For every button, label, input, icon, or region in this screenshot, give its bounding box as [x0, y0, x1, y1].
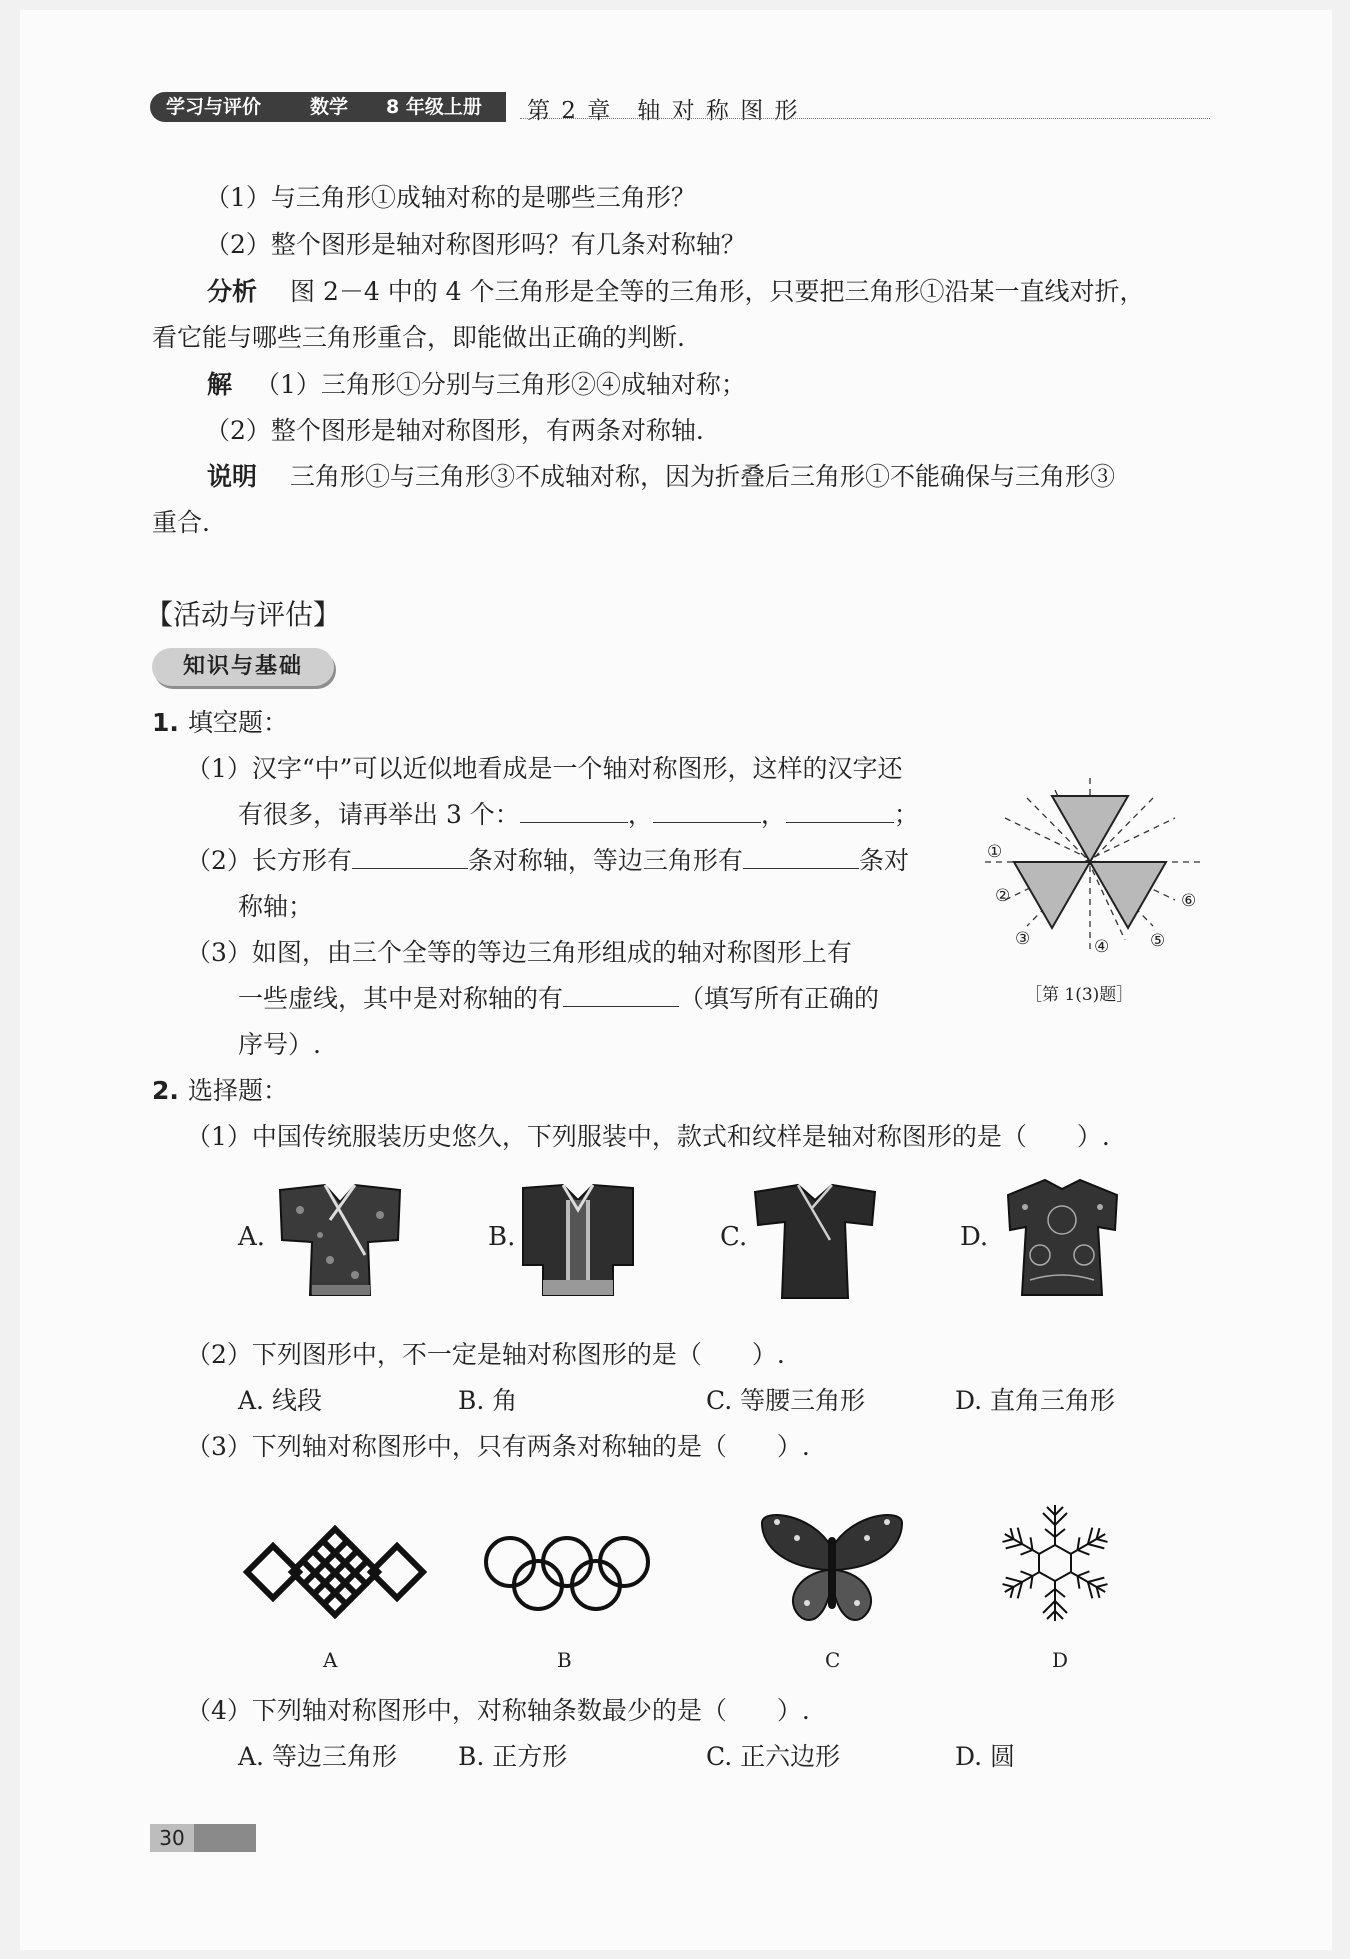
header-bar — [150, 92, 506, 122]
figure-label: ③ — [1015, 929, 1031, 949]
option-label-b[interactable]: B. — [488, 1222, 516, 1252]
answer-blank[interactable] — [352, 846, 468, 869]
chinese-knot-image[interactable] — [243, 1525, 428, 1620]
header-chapter: 第 2 章 轴 对 称 图 形 — [527, 98, 800, 124]
option-label-d[interactable]: D. — [960, 1222, 989, 1252]
example-q1: （1）与三角形①成轴对称的是哪些三角形？ — [205, 183, 696, 212]
q2-p2: （2）下列图形中，不一定是轴对称图形的是（ ）. — [186, 1340, 785, 1369]
solution-2: （2）整个图形是轴对称图形，有两条对称轴. — [205, 416, 704, 445]
header-grade: 8 年级上册 — [386, 96, 482, 118]
answer-blank[interactable] — [563, 984, 679, 1007]
q2-p4-option-a[interactable]: A. 等边三角形 — [238, 1742, 397, 1771]
triangle-top — [1052, 796, 1128, 862]
robe-a-image[interactable] — [270, 1180, 410, 1300]
q1-p1-line2 — [238, 800, 919, 830]
q2-number: 2. — [152, 1076, 179, 1105]
answer-blank[interactable] — [520, 800, 628, 823]
robe-c-image[interactable] — [750, 1180, 880, 1300]
q2-p3: （3）下列轴对称图形中，只有两条对称轴的是（ ）. — [186, 1432, 810, 1461]
q1-p2-mid: 条对称轴，等边三角形有 — [467, 846, 743, 875]
q2-p2-option-a[interactable]: A. 线段 — [238, 1386, 322, 1415]
q2-p3-option-b[interactable]: B — [557, 1648, 572, 1672]
page-number-bar — [150, 1824, 256, 1852]
header-subject: 数学 — [310, 96, 349, 118]
q2-p4-option-b[interactable]: B. 正方形 — [458, 1742, 568, 1771]
q1-title: 填空题： — [188, 708, 289, 737]
option-label-c[interactable]: C. — [720, 1222, 748, 1252]
olympic-rings-image[interactable] — [480, 1530, 655, 1615]
q1-p1-prefix: 有很多，请再举出 3 个： — [238, 800, 520, 829]
badge-knowledge-basics: 知识与基础 — [152, 648, 334, 686]
q1-p3-line2 — [238, 984, 879, 1014]
figure-label: ② — [995, 886, 1011, 906]
robe-b-image[interactable] — [518, 1180, 638, 1300]
figure-label: ⑤ — [1150, 931, 1166, 951]
figure-caption: ［第 1(3)题］ — [1025, 985, 1134, 1005]
figure-label: ④ — [1094, 937, 1110, 957]
answer-blank[interactable] — [786, 800, 894, 823]
q1-p2-prefix: （2）长方形有 — [186, 846, 352, 875]
q1-p1-line1: （1）汉字“中”可以近似地看成是一个轴对称图形，这样的汉字还 — [186, 754, 903, 783]
answer-blank[interactable] — [653, 800, 761, 823]
q2-p1: （1）中国传统服装历史悠久，下列服装中，款式和纹样是轴对称图形的是（ ）. — [186, 1122, 1110, 1151]
analysis-label: 分析 — [207, 277, 258, 306]
note-line1: 三角形①与三角形③不成轴对称，因为折叠后三角形①不能确保与三角形③ — [290, 462, 1116, 491]
q2-p3-option-d[interactable]: D — [1052, 1648, 1069, 1672]
q2-p4-option-c[interactable]: C. 正六边形 — [706, 1742, 841, 1771]
triangles — [1014, 796, 1166, 928]
q2-p3-option-c[interactable]: C — [825, 1648, 841, 1672]
q2-p2-option-c[interactable]: C. 等腰三角形 — [706, 1386, 866, 1415]
example-q2: （2）整个图形是轴对称图形吗？有几条对称轴？ — [205, 230, 746, 259]
figure-label: ⑥ — [1181, 891, 1197, 911]
comma: ， — [760, 800, 786, 829]
figure-label: ① — [987, 842, 1003, 862]
q1-p2-suffix: 条对 — [858, 846, 909, 875]
snowflake-image[interactable] — [995, 1498, 1115, 1628]
butterfly-image[interactable] — [757, 1508, 907, 1628]
semicolon: ； — [893, 800, 919, 829]
q2-title: 选择题： — [188, 1076, 289, 1105]
solution-1: （1）三角形①分别与三角形②④成轴对称； — [255, 370, 746, 399]
q2-p3-option-a[interactable]: A — [323, 1648, 338, 1672]
triangle-right — [1090, 862, 1166, 928]
q2-p2-option-b[interactable]: B. 角 — [458, 1386, 518, 1415]
q1-p2-line1 — [186, 846, 909, 876]
option-label-a[interactable]: A. — [238, 1222, 266, 1252]
section-title: 【活动与评估】 — [145, 598, 342, 631]
note-line2: 重合. — [152, 508, 210, 537]
q2-p2-option-d[interactable]: D. 直角三角形 — [955, 1386, 1116, 1415]
q2-p4: （4）下列轴对称图形中，对称轴条数最少的是（ ）. — [186, 1696, 810, 1725]
q1-number: 1. — [152, 708, 179, 737]
solution-label: 解 — [207, 370, 233, 399]
header-book: 学习与评价 — [166, 96, 262, 118]
analysis-line2: 看它能与哪些三角形重合，即能做出正确的判断. — [152, 323, 685, 352]
three-triangles-figure — [965, 770, 1215, 1000]
q1-p3-suffix: （填写所有正确的 — [679, 984, 880, 1013]
q1-p3-line3: 序号）. — [238, 1030, 321, 1059]
robe-d-image[interactable] — [1000, 1175, 1125, 1300]
note-label: 说明 — [207, 462, 258, 491]
header-divider — [520, 118, 1210, 119]
q2-p4-option-d[interactable]: D. 圆 — [955, 1742, 1016, 1771]
q1-p3-prefix: 一些虚线，其中是对称轴的有 — [238, 984, 564, 1013]
q1-p3-line1: （3）如图，由三个全等的等边三角形组成的轴对称图形上有 — [186, 938, 852, 967]
q1-p2-line2: 称轴； — [238, 892, 314, 921]
analysis-line1: 图 2－4 中的 4 个三角形是全等的三角形，只要把三角形①沿某一直线对折， — [290, 277, 1145, 306]
answer-blank[interactable] — [743, 846, 859, 869]
comma: ， — [627, 800, 653, 829]
triangle-left — [1014, 862, 1090, 928]
page-number: 30 — [150, 1824, 194, 1852]
